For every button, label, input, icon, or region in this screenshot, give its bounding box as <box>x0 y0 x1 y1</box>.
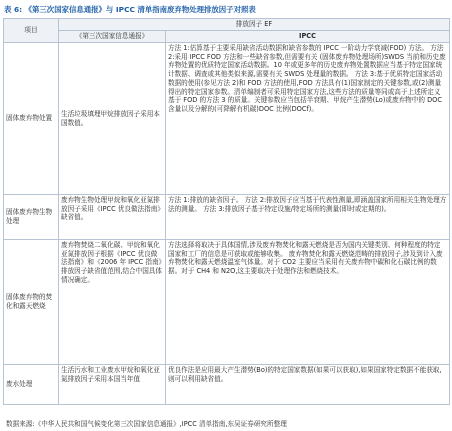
header-national: 《第三次国家信息通报》 <box>59 31 166 43</box>
row-national-cell: 废弃物生物处理甲烷和氧化亚氮排放因子采用《IPCC 优良做法指南》缺省值。 <box>59 195 166 240</box>
row-ipcc-cell: 方法 1:排放的缺省因子。 方法 2:排放因子应当基于代表性测量,即涵盖国家所用相关生物处理方法的测量。 方法 3:排放因子基于特定设施/特定场所的测量(即时或定期的)。 <box>166 195 450 240</box>
source-note: 数据来源:《中华人民共和国气候变化第三次国家信息通报》,IPCC 清单指南,东吴证券研究所整理 <box>6 420 287 428</box>
table-row <box>4 195 450 240</box>
header-project: 项目 <box>4 19 59 43</box>
table-row <box>4 240 450 365</box>
row-project-cell: 固体废弃物的焚化和露天燃烧 <box>4 240 59 365</box>
row-national-cell: 废弃物焚烧二氧化碳、甲烷和氧化亚氮排放因子根据《IPCC 优良做法指南》和《2006 年 IPCC 指南》排放因子缺省值范围,结合中国具体情况确定。 <box>59 240 166 365</box>
row-national-cell: 生活垃圾填埋甲烷排放因子采用本国数值。 <box>59 43 166 195</box>
table-caption: 表 6: 《第三次国家信息通报》与 IPCC 清单指南废弃物处理排放因子对照表 <box>4 5 256 14</box>
comparison-table <box>3 18 450 405</box>
row-national-cell: 生活污水和工业废水甲烷和氧化亚氮排放因子采用本国当年值 <box>59 365 166 405</box>
table-row <box>4 365 450 405</box>
row-project-cell: 固体废弃物生物处理 <box>4 195 59 240</box>
header-ipcc: IPCC <box>166 31 450 43</box>
table-row <box>4 43 450 195</box>
row-ipcc-cell: 方法选择将取决于具体国情,涉及废弃物焚化和露天燃烧是否为国内关键类别、何种程度的特定国家和工厂的信息是可获取或能够收集。 废弃物焚化和露天燃烧范畴的排放因子,涉及到计入废弃物焚化和露天燃烧温室气体量。对于 CO2 主要应当采用有关废弃物中碳和化石碳比例的数据。对于 CH4 和 N2O,这主要取决于处理作法和燃烧技术。 <box>166 240 450 365</box>
header-emission-factor: 排放因子 EF <box>59 19 450 31</box>
row-project-cell: 固体废弃物处置 <box>4 43 59 195</box>
row-ipcc-cell: 方法 1:估算基于主要采用缺省活动数据和缺省参数的 IPCC 一阶动力学衰减(FOD) 方法。 方法 2:采用 IPCC FOD 方法和一些缺省参数,但需要有关 (固体废弃物处理场所)SWDS 当前和历史废弃物处置的优质特定国家活动数据。10 年或更多年的历史废弃物处置数据应当基于特定国家统计数据、调查或其他类似来源,需要有关 SWDS 处理量的数据。 方法 3:基于优质特定国家活动数据的使用(参见方法 2)和 FOD 方法的使用,FOD 方法具有(1)国家制定的关键参数,或(2)测量得出的特定国家参数。清单编制者可采用特定国家方法,这些方法的质量等同或高于上述所定义基于 FOD 的方法 3 的质量。关键参数应当包括半衰期、甲烷产生潜势(Lo)或废弃物中的 DOC 含量以及分解的(可降解有机碳)DOC 比例(DOCf)。 <box>166 43 450 195</box>
row-ipcc-cell: 优良作法是应用最大产生潜势(Bo)的特定国家数据(如果可以获取),如果国家特定数据不能获取,则可以利用缺省值。 <box>166 365 450 405</box>
row-project-cell: 废水处理 <box>4 365 59 405</box>
